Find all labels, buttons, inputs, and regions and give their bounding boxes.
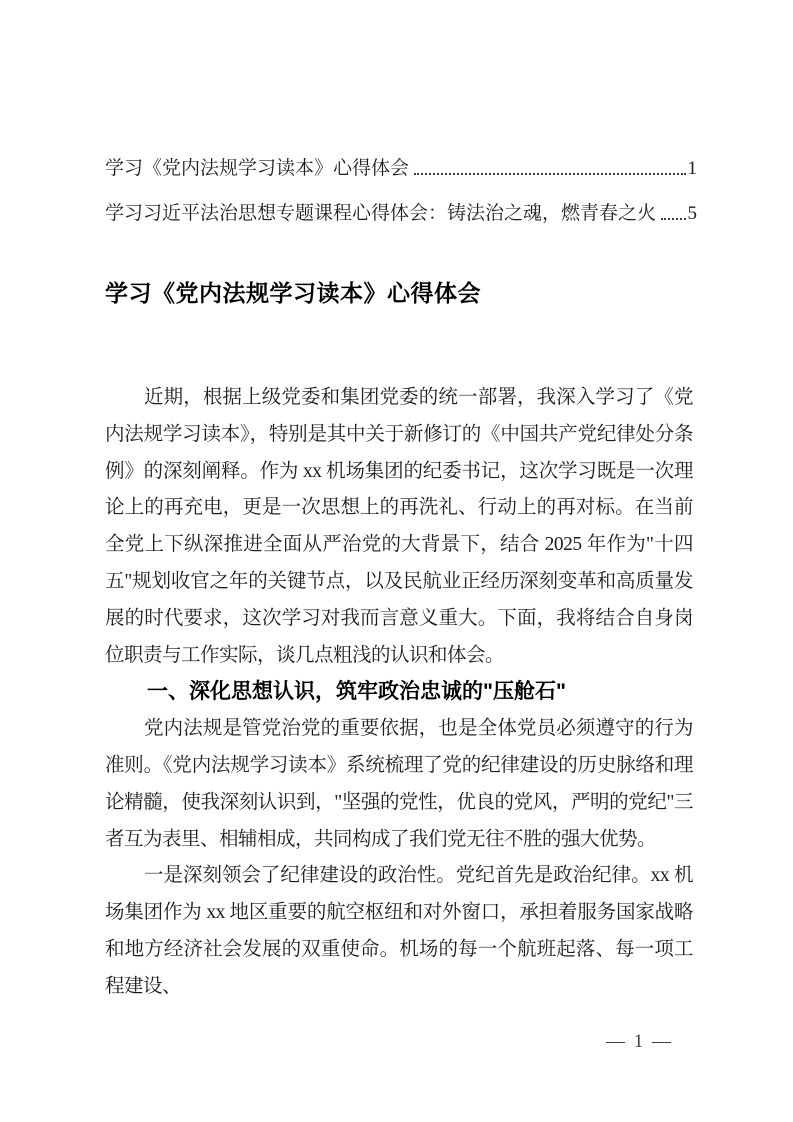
toc-dotted-leader: [414, 173, 685, 175]
toc-entry-2[interactable]: [105, 202, 697, 225]
page-footer: [606, 1030, 673, 1054]
article-body: [105, 380, 693, 1006]
toc-entry-1[interactable]: [105, 157, 697, 180]
toc-entry-title: 学习习近平法治思想专题课程心得体会：铸法治之魂，燃青春之火: [105, 203, 657, 224]
toc-dotted-leader: [661, 218, 685, 220]
page-number: — 1 —: [606, 1031, 673, 1052]
toc-entry-title: 学习《党内法规学习读本》心得体会: [105, 158, 410, 179]
article-title: 学习《党内法规学习读本》心得体会: [105, 280, 481, 306]
toc-entry-page-number: 1: [687, 158, 697, 179]
intro-paragraph: 近期，根据上级党委和集团党委的统一部署，我深入学习了《党内法规学习读本》，特别是其中关于新修订的《中国共产党纪律处分条例》的深刻阐释。作为 xx 机场集团的纪委书记，这次学习既是一次理论上的再充电，更是一次思想上的再洗礼、行动上的再对标。在当前全党上下纵深推进全面从严治党的大背景下，结合 2025 年作为"十四五"规划收官之年的关键节点，以及民航业正经历深刻变革和高质量发展的时代要求，这次学习对我而言意义重大。下面，我将结合自身岗位职责与工作实际，谈几点粗浅的认识和体会。: [105, 387, 693, 666]
toc-entry-page-number: 5: [687, 203, 697, 224]
table-of-contents: [105, 157, 697, 225]
section-1-paragraph-2: 一是深刻领会了纪律建设的政治性。党纪首先是政治纪律。xx 机场集团作为 xx 地区重要的航空枢纽和对外窗口，承担着服务国家战略和地方经济社会发展的双重使命。机场的每一个航班起落、每一项工程建设、: [105, 865, 693, 997]
section-1-heading: 一、深化思想认识，筑牢政治忠诚的"压舱石": [147, 680, 566, 704]
section-1-paragraph-1: 党内法规是管党治党的重要依据，也是全体党员必须遵守的行为准则。《党内法规学习读本》系统梳理了党的纪律建设的历史脉络和理论精髓，使我深刻认识到，"坚强的党性，优良的党风，严明的党纪"三者互为表里、相辅相成，共同构成了我们党无往不胜的强大优势。: [105, 718, 693, 850]
